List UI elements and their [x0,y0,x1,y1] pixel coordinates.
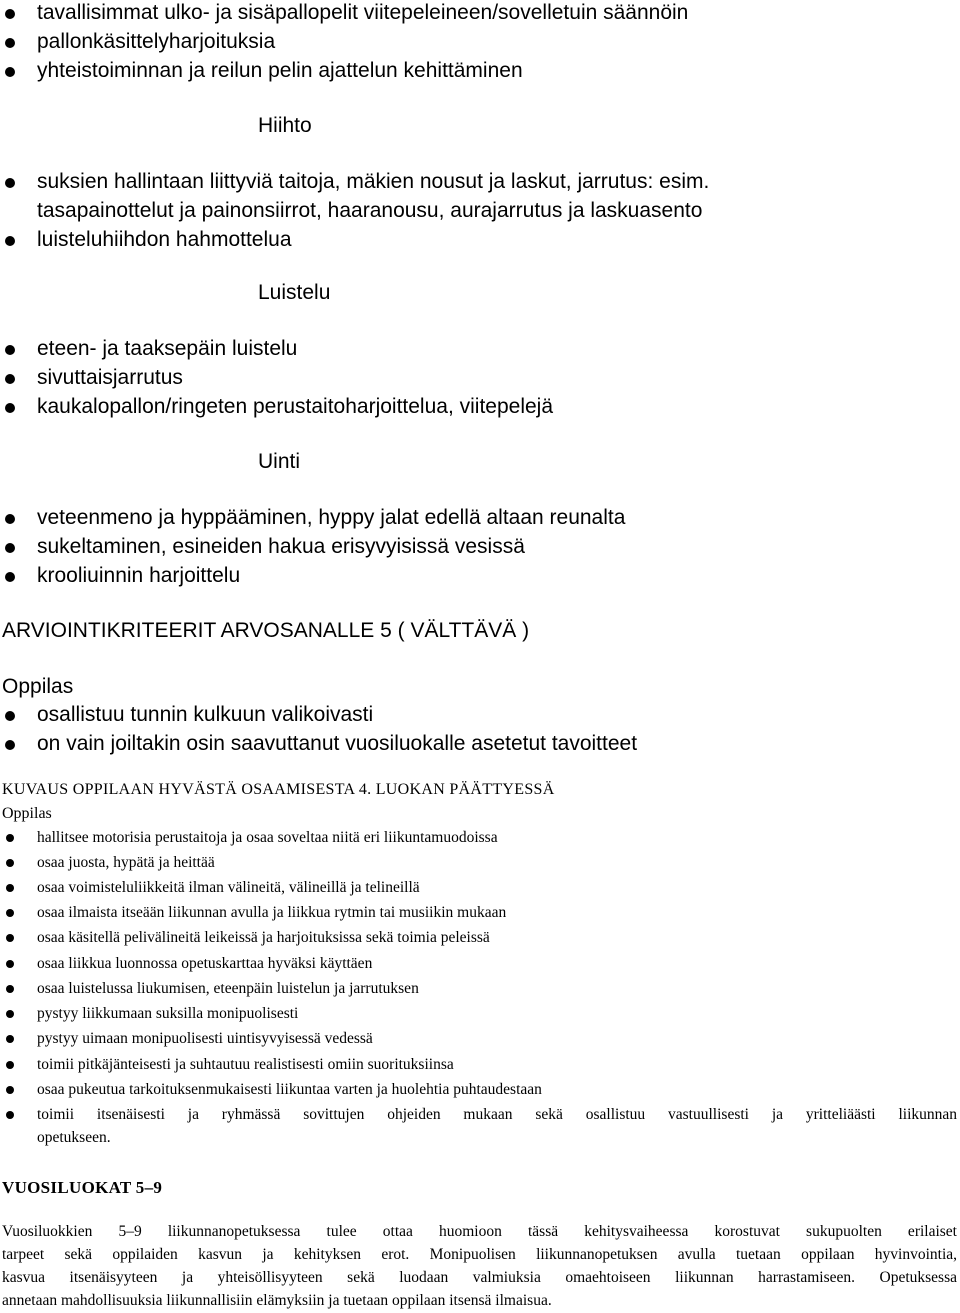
list-item: krooliuinnin harjoittelu [37,564,241,587]
section-heading-uinti: Uinti [258,450,301,473]
list-item: osaa pukeutua tarkoituksenmukaisesti liikuntaa varten ja huolehtia puhtaudestaan [37,1081,542,1098]
bullet-icon [6,1086,14,1094]
bullet-icon [5,345,15,355]
bullet-icon [5,740,15,750]
bullet-icon [6,985,14,993]
list-item: hallitsee motorisia perustaitoja ja osaa soveltaa niitä eri liikuntamuodoissa [37,829,498,846]
bullet-icon [6,1111,14,1119]
section-heading-luistelu: Luistelu [258,281,331,304]
good-skills-heading: KUVAUS OPPILAAN HYVÄSTÄ OSAAMISESTA 4. LUOKAN PÄÄTTYESSÄ [2,781,555,798]
section-heading-hiihto: Hiihto [258,114,312,137]
bullet-icon [6,1010,14,1018]
bullet-icon [5,514,15,524]
bullet-icon [6,960,14,968]
list-item: tavallisimmat ulko- ja sisäpallopelit viitepeleineen/sovelletuin säännöin [37,1,689,24]
list-item: sivuttaisjarrutus [37,366,183,389]
bullet-icon [5,572,15,582]
paragraph-line: kasvua itsenäisyyteen ja yhteisöllisyyteen sekä luodaan valmiuksia omaehtoiseen liikunnan harrastamiseen. Opetuksessa [2,1269,957,1286]
list-item: toimii pitkäjänteisesti ja suhtautuu realistisesti omiin suorituksiinsa [37,1056,454,1073]
paragraph-line: tarpeet sekä oppilaiden kasvun ja kehityksen erot. Monipuolisen liikunnanopetuksen avulla tuetaan oppilaan hyvinvointia, [2,1246,957,1263]
list-item: toimii itsenäisesti ja ryhmässä sovittujen ohjeiden mukaan sekä osallistuu vastuullisesti ja yritteliäästi liikunnan [37,1106,957,1123]
list-item: osaa juosta, hypätä ja heittää [37,854,215,871]
bullet-icon [5,711,15,721]
list-item: osaa luistelussa liukumisen, eteenpäin luistelun ja jarrutuksen [37,980,419,997]
list-item: kaukalopallon/ringeten perustaitoharjoittelua, viitepelejä [37,395,554,418]
bullet-icon [5,9,15,19]
list-item: osaa käsitellä pelivälineitä leikeissä ja harjoituksissa sekä toimia peleissä [37,929,490,946]
list-item: yhteistoiminnan ja reilun pelin ajattelun kehittäminen [37,59,523,82]
bullet-icon [6,1061,14,1069]
bullet-icon [6,884,14,892]
bullet-icon [6,934,14,942]
bullet-icon [5,236,15,246]
bullet-icon [6,909,14,917]
pupil-label: Oppilas [2,675,74,698]
bullet-icon [5,67,15,77]
bullet-icon [6,1035,14,1043]
list-item: osaa liikkua luonnossa opetuskarttaa hyväksi käyttäen [37,955,373,972]
list-item: pystyy uimaan monipuolisesti uintisyvyisessä vedessä [37,1030,373,1047]
list-item: osaa voimisteluliikkeitä ilman välineitä, välineillä ja telineillä [37,879,420,896]
section-heading-vuosiluokat: VUOSILUOKAT 5–9 [2,1178,163,1197]
bullet-icon [5,374,15,384]
bullet-icon [6,859,14,867]
list-item: on vain joiltakin osin saavuttanut vuosiluokalle asetetut tavoitteet [37,732,638,755]
list-item: pallonkäsittelyharjoituksia [37,30,276,53]
list-item: suksien hallintaan liittyviä taitoja, mäkien nousut ja laskut, jarrutus: esim. [37,170,710,193]
bullet-icon [5,403,15,413]
list-item: veteenmeno ja hyppääminen, hyppy jalat edellä altaan reunalta [37,506,626,529]
paragraph-line: annetaan mahdollisuuksia liikunnallisiin elämyksiin ja tuetaan oppilaan itsensä ilmaisua. [2,1292,552,1309]
list-item: sukeltaminen, esineiden hakua erisyvyisissä vesissä [37,535,525,558]
bullet-icon [5,178,15,188]
bullet-icon [5,38,15,48]
list-item-continuation: opetukseen. [37,1129,111,1146]
list-item: osaa ilmaista itseään liikunnan avulla ja liikkua rytmin tai musiikin mukaan [37,904,507,921]
bullet-icon [5,543,15,553]
list-item: pystyy liikkumaan suksilla monipuolisesti [37,1005,299,1022]
list-item: eteen- ja taaksepäin luistelu [37,337,298,360]
bullet-icon [6,834,14,842]
paragraph-line: Vuosiluokkien 5–9 liikunnanopetuksessa tulee ottaa huomioon tässä kehitysvaiheessa korostuvat sukupuolten erilaiset [2,1223,957,1240]
list-item-continuation: tasapainottelut ja painonsiirrot, haaranousu, aurajarrutus ja laskuasento [37,199,703,222]
pupil-label: Oppilas [2,805,52,822]
list-item: osallistuu tunnin kulkuun valikoivasti [37,703,374,726]
criteria-heading: ARVIOINTIKRITEERIT ARVOSANALLE 5 ( VÄLTTÄVÄ ) [2,619,530,642]
list-item: luisteluhiihdon hahmottelua [37,228,292,251]
